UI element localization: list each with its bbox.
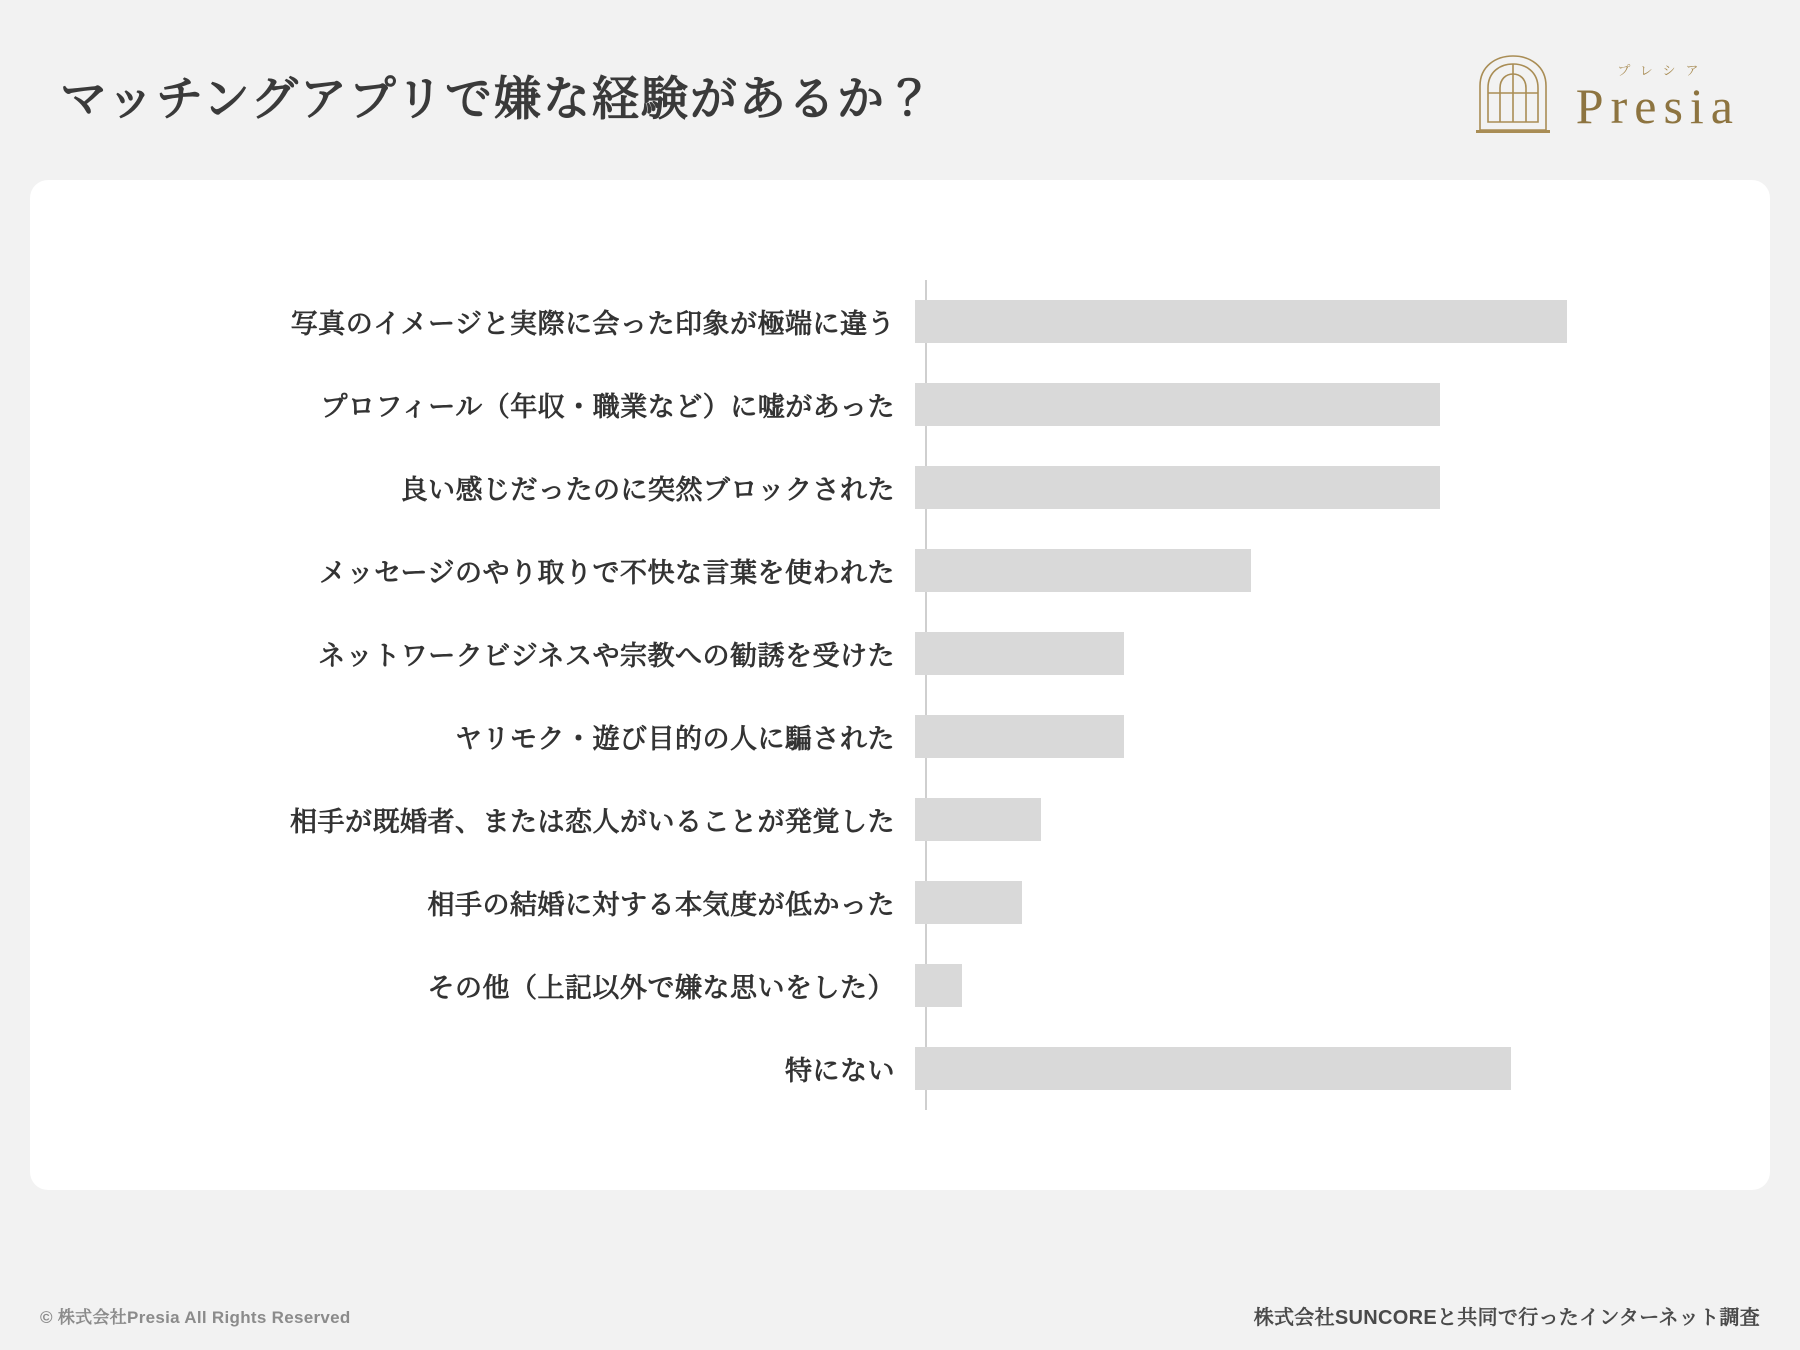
chart-bar-track [910, 778, 1720, 861]
chart-bar-track [910, 861, 1720, 944]
chart-category-label: 良い感じだったのに突然ブロックされた [400, 475, 895, 505]
chart-category-label: 特にない [785, 1056, 895, 1086]
chart-bar-track [910, 529, 1720, 612]
chart-bar [915, 632, 1124, 675]
chart-bar [915, 798, 1041, 841]
chart-category-label: 相手の結婚に対する本気度が低かった [427, 890, 895, 920]
chart-bar [915, 964, 962, 1007]
bar-chart [90, 280, 1720, 1110]
brand-logo [1472, 52, 1740, 138]
footer-survey-note: 株式会社SUNCOREと共同で行ったインターネット調査 [1253, 1307, 1760, 1329]
presia-window-logo-icon [1472, 52, 1554, 138]
chart-row [90, 446, 1720, 529]
chart-bar-track [910, 695, 1720, 778]
chart-bar [915, 549, 1251, 592]
chart-bar-track [910, 280, 1720, 363]
chart-row [90, 612, 1720, 695]
chart-category-label: ネットワークビジネスや宗教への勧誘を受けた [318, 641, 895, 671]
chart-category-label: 相手が既婚者、または恋人がいることが発覚した [290, 807, 895, 837]
chart-bar-track [910, 612, 1720, 695]
logo-text [1575, 60, 1740, 134]
chart-bar-track [910, 1027, 1720, 1110]
chart-bar [915, 383, 1440, 426]
chart-bar [915, 300, 1567, 343]
chart-row [90, 363, 1720, 446]
logo-name: Presia [1575, 77, 1740, 134]
chart-row [90, 1027, 1720, 1110]
chart-row [90, 778, 1720, 861]
chart-rows [90, 280, 1720, 1110]
chart-bar-track [910, 944, 1720, 1027]
chart-bar [915, 1047, 1511, 1090]
chart-category-label: ヤリモク・遊び目的の人に騙された [455, 724, 895, 754]
chart-bar [915, 715, 1124, 758]
chart-bar [915, 466, 1440, 509]
chart-category-label: その他（上記以外で嫌な思いをした） [427, 973, 895, 1003]
chart-category-label: 写真のイメージと実際に会った印象が極端に違う [290, 309, 895, 339]
chart-row [90, 695, 1720, 778]
chart-row [90, 280, 1720, 363]
chart-row [90, 529, 1720, 612]
page-title: マッチングアプリで嫌な経験があるか？ [60, 72, 935, 125]
chart-bar-track [910, 446, 1720, 529]
logo-kana: プレシア [1617, 62, 1709, 78]
footer-copyright: © 株式会社Presia All Rights Reserved [40, 1308, 351, 1327]
chart-category-label: メッセージのやり取りで不快な言葉を使われた [319, 558, 895, 588]
chart-card [30, 180, 1770, 1190]
chart-row [90, 944, 1720, 1027]
chart-bar-track [910, 363, 1720, 446]
chart-bar [915, 881, 1022, 924]
chart-category-label: プロフィール（年収・職業など）に嘘があった [320, 392, 895, 422]
page-header [0, 0, 1800, 196]
chart-row [90, 861, 1720, 944]
